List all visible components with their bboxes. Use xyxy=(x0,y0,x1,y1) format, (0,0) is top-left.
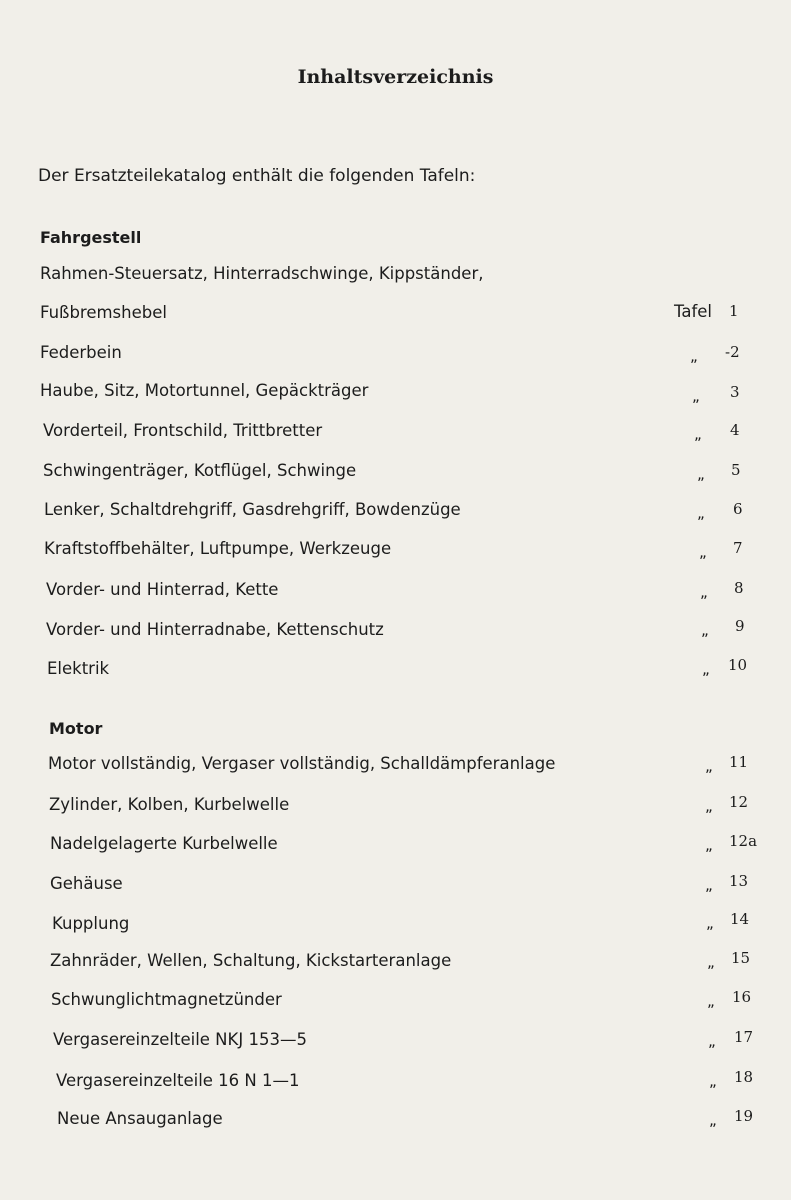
tafel-number: 19 xyxy=(734,1107,754,1125)
tafel-number: 7 xyxy=(733,539,743,557)
toc-entry-text: Lenker, Schaltdrehgriff, Gasdrehgriff, Bowdenzüge xyxy=(44,500,461,519)
tafel-label: Tafel xyxy=(674,302,713,321)
ditto-mark: „ xyxy=(706,914,714,932)
toc-entry-text: Haube, Sitz, Motortunnel, Gepäckträger xyxy=(40,381,369,400)
ditto-mark: „ xyxy=(708,1032,716,1050)
ditto-mark: „ xyxy=(709,1111,717,1129)
tafel-number: 14 xyxy=(730,910,750,928)
toc-entry-text: Schwunglichtmagnetzünder xyxy=(51,990,282,1009)
tafel-number: 6 xyxy=(733,500,743,518)
toc-entry-text: Zylinder, Kolben, Kurbelwelle xyxy=(49,795,290,814)
tafel-number: 4 xyxy=(730,421,740,439)
toc-entry-text: Kraftstoffbehälter, Luftpumpe, Werkzeuge xyxy=(44,539,392,558)
tafel-number: 9 xyxy=(735,617,745,635)
tafel-number: 17 xyxy=(734,1028,754,1046)
tafel-number: 12 xyxy=(729,793,749,811)
ditto-mark: „ xyxy=(697,465,705,483)
ditto-mark: „ xyxy=(702,660,710,678)
toc-entry-text: Vergasereinzelteile NKJ 153—5 xyxy=(53,1030,307,1049)
tafel-number: 18 xyxy=(734,1068,754,1086)
toc-entry-text: Schwingenträger, Kotflügel, Schwinge xyxy=(43,461,357,480)
ditto-mark: „ xyxy=(705,797,713,815)
tafel-number: 16 xyxy=(732,988,752,1006)
toc-entry-text: Rahmen-Steuersatz, Hinterradschwinge, Kippständer, xyxy=(40,264,484,283)
toc-entry-text: Kupplung xyxy=(52,914,130,933)
section-heading-motor: Motor xyxy=(49,719,103,738)
ditto-mark: „ xyxy=(705,836,713,854)
toc-entry-text: Neue Ansauganlage xyxy=(57,1109,223,1128)
toc-entry-text: Vorder- und Hinterrad, Kette xyxy=(46,580,279,599)
tafel-number: -2 xyxy=(725,343,740,361)
toc-entry-text: Fußbremshebel xyxy=(40,303,167,322)
tafel-number: 1 xyxy=(729,302,739,320)
tafel-number: 12a xyxy=(729,832,758,850)
ditto-mark: „ xyxy=(705,757,713,775)
toc-entry-text: Vorderteil, Frontschild, Trittbretter xyxy=(43,421,323,440)
ditto-mark: „ xyxy=(694,425,702,443)
page-title: Inhaltsverzeichnis xyxy=(297,66,494,88)
tafel-number: 5 xyxy=(731,461,741,479)
ditto-mark: „ xyxy=(690,347,698,365)
tafel-number: 13 xyxy=(729,872,749,890)
ditto-mark: „ xyxy=(707,992,715,1010)
ditto-mark: „ xyxy=(701,621,709,639)
toc-entry-text: Vorder- und Hinterradnabe, Kettenschutz xyxy=(46,620,384,639)
ditto-mark: „ xyxy=(692,387,700,405)
tafel-number: 15 xyxy=(731,949,751,967)
toc-entry-text: Gehäuse xyxy=(50,874,123,893)
toc-entry-text: Vergasereinzelteile 16 N 1—1 xyxy=(56,1071,300,1090)
toc-entry-text: Federbein xyxy=(40,343,122,362)
ditto-mark: „ xyxy=(705,876,713,894)
ditto-mark: „ xyxy=(697,504,705,522)
intro-text: Der Ersatzteilekatalog enthält die folgenden Tafeln: xyxy=(38,166,476,186)
toc-entry-text: Nadelgelagerte Kurbelwelle xyxy=(50,834,278,853)
toc-entry-text: Elektrik xyxy=(47,659,110,678)
toc-entry-text: Motor vollständig, Vergaser vollständig, Schalldämpferanlage xyxy=(48,754,556,773)
tafel-number: 10 xyxy=(728,656,748,674)
ditto-mark: „ xyxy=(699,543,707,561)
ditto-mark: „ xyxy=(709,1072,717,1090)
toc-entry-text: Zahnräder, Wellen, Schaltung, Kickstarteranlage xyxy=(50,951,452,970)
ditto-mark: „ xyxy=(707,953,715,971)
tafel-number: 11 xyxy=(729,753,749,771)
tafel-number: 8 xyxy=(734,579,744,597)
tafel-number: 3 xyxy=(730,383,740,401)
section-heading-fahrgestell: Fahrgestell xyxy=(40,228,142,247)
ditto-mark: „ xyxy=(700,583,708,601)
